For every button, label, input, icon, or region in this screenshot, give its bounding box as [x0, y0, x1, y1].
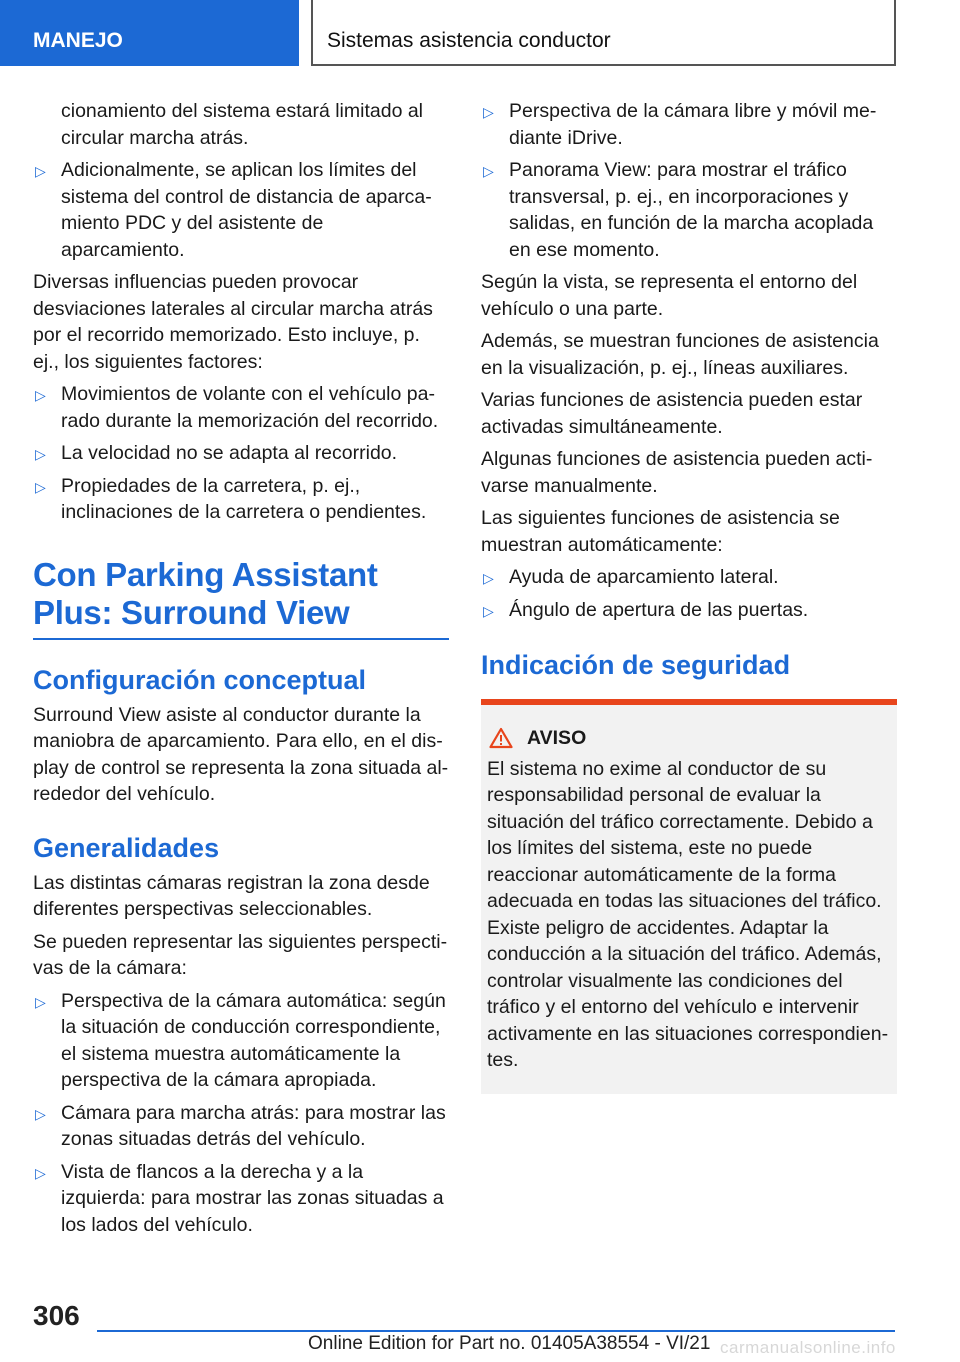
list-item: ▷ Vista de flancos a la derecha y a la izquierda: para mostrar las zonas situadas a los lados del vehículo.: [33, 1159, 449, 1239]
warning-box: [481, 699, 897, 1094]
subsection-heading: Configuración conceptual: [33, 664, 367, 695]
paragraph: Diversas influencias pueden provocar desviaciones laterales al circular marcha atrás por el recorrido memorizado. Esto incluye, p. ej., los siguientes factores:: [33, 271, 433, 373]
footer-divider: [97, 1330, 895, 1332]
subsection-heading: Indicación de seguridad: [481, 650, 791, 680]
paragraph: Algunas funciones de asistencia pueden activarse manualmente.: [481, 448, 873, 497]
page-header: [0, 0, 960, 66]
edition-text: Online Edition for Part no. 01405A38554 - VI/21: [308, 1333, 711, 1354]
list-item: ▷ La velocidad no se adapta al recorrido.: [33, 440, 449, 467]
watermark: carmanualsonline.info: [720, 1338, 896, 1357]
section-heading: Con Parking Assistant Plus: Surround View: [33, 556, 449, 640]
warning-triangle-icon: [489, 727, 513, 749]
list-item: ▷ Cámara para marcha atrás: para mostrar las zonas situadas detrás del vehículo.: [33, 1100, 449, 1153]
paragraph: Las distintas cámaras registran la zona desde diferentes perspectivas seleccionables.: [33, 871, 430, 920]
list-item: ▷ Adicionalmente, se aplican los límites del sistema del control de distancia de aparcamiento PDC y del asistente de aparcamiento.: [33, 157, 449, 263]
list-item: ▷ Ángulo de apertura de las puertas.: [481, 597, 897, 624]
right-column: [481, 98, 897, 1094]
paragraph: Se pueden representar las siguientes perspectivas de la cámara:: [33, 930, 448, 979]
chapter-tab[interactable]: MANEJO: [0, 0, 299, 66]
paragraph: Según la vista, se representa el entorno del vehículo o una parte.: [481, 271, 858, 320]
list-item: ▷ Ayuda de aparcamiento lateral.: [481, 564, 897, 591]
left-column: [33, 98, 449, 1244]
list-item: ▷ Perspectiva de la cámara libre y móvil mediante iDrive.: [481, 98, 897, 151]
warning-label: AVISO: [527, 727, 587, 749]
subsection-heading: Generalidades: [33, 832, 220, 863]
warning-text: El sistema no exime al conductor de su responsabilidad personal de evaluar la situación del tráfico correctamente. Debido a los límites del sistema, este no puede reaccionar automáticamente de la forma adecuada en todas las situaciones del tráfico. Existe peligro de accidentes. Adaptar la conducción a la situación del tráfico. Además, controlar visualmente las condiciones del tráfico y el entorno del vehículo e intervenir activamente en las situaciones correspondientes.: [487, 757, 889, 1071]
section-title: Sistemas asistencia conductor: [311, 0, 896, 66]
list-item: ▷ Perspectiva de la cámara automática: según la situación de conducción correspondiente, el sistema muestra automáticamente la perspectiva de la cámara apropiada.: [33, 988, 449, 1094]
list-item: ▷ Movimientos de volante con el vehículo parado durante la memorización del recorrido.: [33, 381, 449, 434]
paragraph: Surround View asiste al conductor durante la maniobra de aparcamiento. Para ello, en el display de control se representa la zona situada alrededor del vehículo.: [33, 703, 449, 805]
list-item: ▷ Panorama View: para mostrar el tráfico transversal, p. ej., en incorporaciones y salidas, en función de la marcha acoplada en ese momento.: [481, 157, 897, 263]
paragraph: Varias funciones de asistencia pueden estar activadas simultáneamente.: [481, 389, 863, 438]
page-number: 306: [33, 1300, 80, 1331]
warning-title: [487, 725, 889, 752]
continued-bullet-text: cionamiento del sistema estará limitado al circular marcha atrás.: [61, 100, 424, 149]
paragraph: Además, se muestran funciones de asistencia en la visualización, p. ej., líneas auxiliares.: [481, 330, 879, 379]
paragraph: Las siguientes funciones de asistencia se muestran automáticamente:: [481, 507, 840, 556]
list-item: ▷ Propiedades de la carretera, p. ej., inclinaciones de la carretera o pendientes.: [33, 473, 449, 526]
